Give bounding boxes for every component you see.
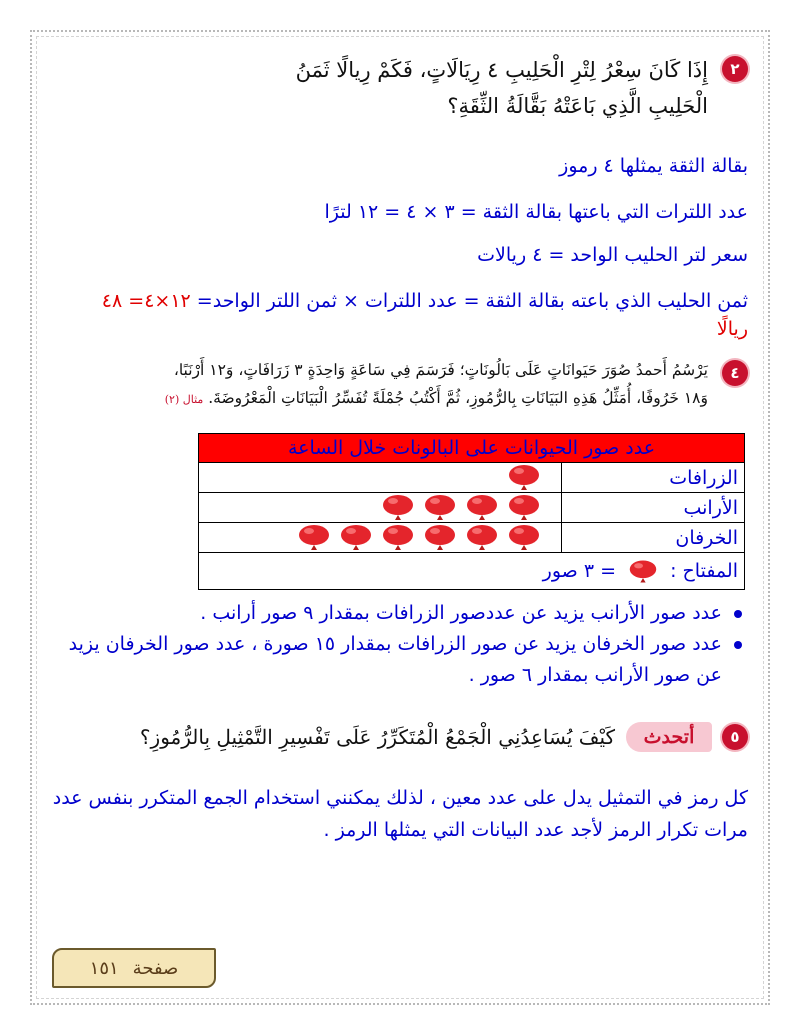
- row-label-giraffes: الزرافات: [562, 463, 745, 493]
- balloon-icon: [465, 494, 499, 521]
- row-label-sheep: الخرفان: [562, 523, 745, 553]
- pictograph-title: عدد صور الحيوانات على البالونات خلال الساعة: [199, 434, 745, 463]
- question-number: ٤: [730, 364, 740, 382]
- answer-2-line-1: بقالة الثقة يمثلها ٤ رموز: [559, 155, 748, 177]
- pictograph-row: [199, 463, 745, 493]
- row-symbols-giraffes: [199, 463, 562, 493]
- question-number-badge: [722, 56, 748, 82]
- answer-2-line-3: سعر لتر الحليب الواحد = ٤ ريالات: [477, 244, 748, 266]
- question-2-text: [296, 52, 708, 124]
- row-label-rabbits: الأرانب: [562, 493, 745, 523]
- balloon-icon: [628, 559, 658, 584]
- answer-2-unit: ريالًا: [716, 318, 748, 340]
- balloon-icon: [381, 494, 415, 521]
- balloon-icon: [507, 494, 541, 521]
- question-5-text: كَيْفَ يُسَاعِدُنِي الْجَمْعُ الْمُتَكَرِّرُ عَلَى تَفْسِيرِ التَّمْثِيلِ بِالرُّمُوزِ؟: [139, 725, 615, 749]
- pictograph-table: [198, 433, 745, 590]
- question-2-line-1: إِذَا كَانَ سِعْرُ لِتْرِ الْحَلِيبِ ٤ رِيَالَاتٍ، فَكَمْ رِيالًا ثَمَنُ: [295, 58, 708, 82]
- balloon-icon: [507, 524, 541, 551]
- answer-2-result: ١٢×٤= ٤٨: [101, 290, 197, 312]
- question-number: ٢: [730, 60, 740, 78]
- balloon-icon: [297, 524, 331, 551]
- question-4-line-1: يَرْسُمُ أَحمدُ صُوَرَ حَيَوانَاتٍ عَلَى بَالُونَاتٍ؛ فَرَسَمَ فِي سَاعَةٍ وَاحِدَةٍ ٣ زَرَافَاتٍ، وَ١٢ أَرْنَبًا،: [173, 361, 708, 379]
- list-item: عدد صور الخرفان يزيد عن صور الزرافات بمقدار ١٥ صورة ، عدد صور الخرفان يزيد عن صور الأرانب بمقدار ٦ صور .: [38, 629, 748, 691]
- pictograph-row: [199, 493, 745, 523]
- balloon-icon: [465, 524, 499, 551]
- interpretation-list: [38, 598, 748, 691]
- example-reference: مثال (٢): [164, 393, 204, 406]
- balloon-icon: [339, 524, 373, 551]
- pictograph-row: [199, 523, 745, 553]
- pictograph-key-row: [199, 553, 745, 590]
- row-symbols-rabbits: [199, 493, 562, 523]
- list-item: عدد صور الأرانب يزيد عن عددصور الزرافات بمقدار ٩ صور أرانب .: [38, 598, 748, 629]
- question-4-line-2: وَ١٨ خَرُوفًا، أُمَثِّلُ هَذِهِ البَيَانَاتِ بِالرُّمُوزِ، ثُمَّ أَكْتُبُ جُمْلَةً تُفَسِّرُ الْبَيَانَاتِ الْمَعْرُوضَةَ.: [208, 389, 708, 407]
- key-value: = ٣ صور: [542, 559, 616, 582]
- question-4-line-2-wrap: [165, 384, 708, 414]
- key-label: المفتاح :: [670, 559, 738, 582]
- page-number-badge: [52, 948, 216, 988]
- question-4-text: [165, 356, 708, 414]
- page-number: ١٥١: [89, 957, 119, 979]
- question-number-badge: [722, 724, 748, 750]
- answer-2-line-2: عدد اللترات التي باعتها بقالة الثقة = ٣ × ٤ = ١٢ لترًا: [324, 201, 748, 223]
- balloon-icon: [381, 524, 415, 551]
- balloon-icon: [423, 524, 457, 551]
- balloon-icon: [423, 494, 457, 521]
- answer-5-paragraph: كل رمز في التمثيل يدل على عدد معين ، لذلك يمكنني استخدام الجمع المتكرر بنفس عدد مرات تكرار الرمز لأجد عدد البيانات التي يمثلها الرمز .: [52, 787, 748, 841]
- pictograph-key: [199, 553, 745, 590]
- pictograph-title-row: [199, 434, 745, 463]
- question-2-line-2: الْحَلِيبِ الَّذِي بَاعَتْهُ بَقَّالَةُ الثِّقَةِ؟: [447, 94, 708, 118]
- page-label: صفحة: [132, 957, 179, 979]
- talk-badge: [626, 722, 712, 752]
- balloon-icon: [507, 464, 541, 491]
- answer-2-line-4: [102, 286, 748, 316]
- question-number-badge: [722, 360, 748, 386]
- answer-2-formula: ثمن الحليب الذي باعته بقالة الثقة = عدد اللترات × ثمن اللتر الواحد=: [196, 290, 748, 312]
- question-number: ٥: [730, 728, 740, 746]
- talk-badge-label: أتحدث: [643, 726, 695, 748]
- row-symbols-sheep: [199, 523, 562, 553]
